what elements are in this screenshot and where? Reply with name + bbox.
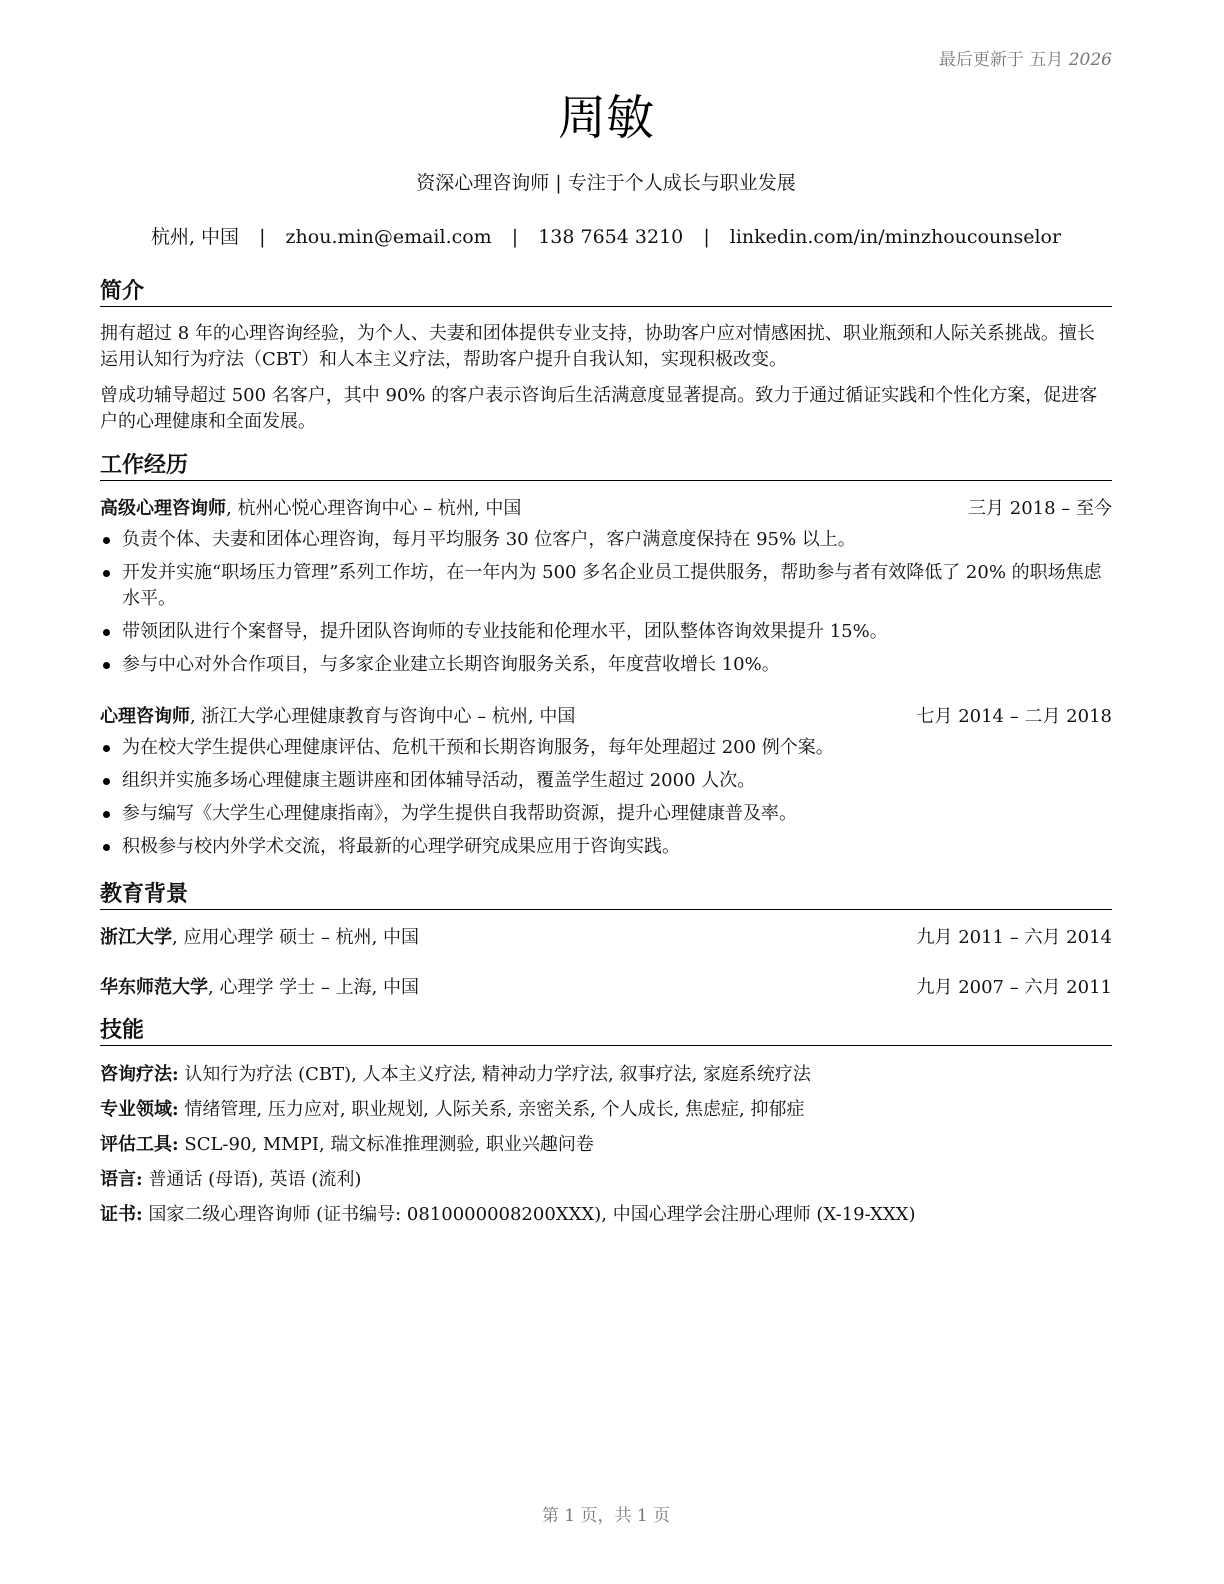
skill-value: 认知行为疗法 (CBT), 人本主义疗法, 精神动力学疗法, 叙事疗法, 家庭系统疗法 — [178, 1064, 811, 1085]
education-detail: , 心理学 学士 – 上海, 中国 — [208, 977, 420, 998]
job-role: 心理咨询师 — [100, 706, 190, 727]
job-org: , 浙江大学心理健康教育与咨询中心 – 杭州, 中国 — [190, 706, 576, 727]
education-item — [100, 925, 1112, 951]
education-school: 华东师范大学 — [100, 977, 208, 998]
job-bullet: 组织并实施多场心理健康主题讲座和团体辅导活动，覆盖学生超过 2000 人次。 — [100, 768, 1112, 794]
job-title-line — [100, 704, 575, 730]
education-dates: 九月 2007 – 六月 2011 — [916, 977, 1112, 998]
education-detail: , 应用心理学 硕士 – 杭州, 中国 — [172, 927, 420, 948]
skill-label: 证书: — [100, 1204, 143, 1225]
job-bullet-list — [100, 735, 1112, 867]
contact-linkedin-link[interactable]: linkedin.com/in/minzhoucounselor — [729, 226, 1062, 248]
summary-paragraph-1: 拥有超过 8 年的心理咨询经验，为个人、夫妻和团体提供专业支持，协助客户应对情感困扰、职业瓶颈和人际关系挑战。擅长运用认知行为疗法（CBT）和人本主义疗法，帮助客户提升自我认知，实现积极改变。 — [100, 323, 1095, 370]
education-item — [100, 975, 1112, 1001]
skill-label: 评估工具: — [100, 1134, 179, 1155]
education-school: 浙江大学 — [100, 927, 172, 948]
job-bullet: 开发并实施“职场压力管理”系列工作坊，在一年内为 500 多名企业员工提供服务，帮助参与者有效降低了 20% 的职场焦虑水平。 — [100, 560, 1112, 612]
section-title-education: 教育背景 — [100, 881, 1112, 910]
job-bullet: 积极参与校内外学术交流，将最新的心理学研究成果应用于咨询实践。 — [100, 834, 1112, 860]
last-updated-month: 五月 — [1029, 50, 1064, 70]
last-updated-prefix: 最后更新于 — [938, 50, 1024, 70]
job-header — [100, 704, 1112, 730]
job-bullet: 负责个体、夫妻和团体心理咨询，每月平均服务 30 位客户，客户满意度保持在 95% 以上。 — [100, 527, 1112, 553]
contact-location: 杭州, 中国 — [150, 226, 240, 248]
job-title-line — [100, 496, 521, 522]
contact-separator: | — [703, 226, 710, 248]
education-title-line — [100, 925, 419, 951]
candidate-headline: 资深心理咨询师 | 专注于个人成长与职业发展 — [416, 172, 796, 194]
job-dates: 七月 2014 – 二月 2018 — [916, 706, 1112, 727]
skill-value: 国家二级心理咨询师 (证书编号: 0810000008200XXX), 中国心理学会注册心理师 (X-19-XXX) — [142, 1204, 916, 1225]
contact-separator: | — [511, 226, 519, 248]
skill-value: 普通话 (母语), 英语 (流利) — [142, 1169, 362, 1190]
section-title-summary: 简介 — [100, 278, 1112, 307]
skill-label: 语言: — [100, 1169, 143, 1190]
section-title-skills: 技能 — [100, 1017, 1112, 1046]
section-title-experience: 工作经历 — [100, 452, 1112, 481]
job-bullet: 参与编写《大学生心理健康指南》，为学生提供自我帮助资源，提升心理健康普及率。 — [100, 801, 1112, 827]
skill-line — [100, 1167, 1112, 1193]
contact-phone: 138 7654 3210 — [538, 226, 684, 248]
contact-line — [100, 224, 1112, 250]
last-updated — [939, 45, 1112, 70]
summary-paragraph-2: 曾成功辅导超过 500 名客户，其中 90% 的客户表示咨询后生活满意度显著提高。致力于通过循证实践和个性化方案，促进客户的心理健康和全面发展。 — [100, 385, 1098, 432]
page-number: 第 1 页，共 1 页 — [541, 1506, 671, 1526]
skill-line — [100, 1132, 1112, 1158]
resume-page — [100, 0, 1112, 1584]
job-bullet-list — [100, 527, 1112, 685]
last-updated-year: 2026 — [1068, 50, 1112, 70]
education-title-line — [100, 975, 419, 1001]
skill-line — [100, 1097, 1112, 1123]
job-org: , 杭州心悦心理咨询中心 – 杭州, 中国 — [226, 498, 522, 519]
skill-label: 咨询疗法: — [100, 1064, 179, 1085]
contact-separator: | — [259, 226, 266, 248]
skill-value: SCL-90, MMPI, 瑞文标准推理测验, 职业兴趣问卷 — [178, 1134, 594, 1155]
job-dates: 三月 2018 – 至今 — [968, 498, 1112, 519]
job-role: 高级心理咨询师 — [100, 498, 226, 519]
contact-email-link[interactable]: zhou.min@email.com — [285, 226, 492, 248]
job-header — [100, 496, 1112, 522]
skill-value: 情绪管理, 压力应对, 职业规划, 人际关系, 亲密关系, 个人成长, 焦虑症, 抑郁症 — [178, 1099, 805, 1120]
candidate-name: 周敏 — [557, 90, 654, 146]
education-dates: 九月 2011 – 六月 2014 — [916, 927, 1112, 948]
skill-line — [100, 1062, 1112, 1088]
job-bullet: 带领团队进行个案督导，提升团队咨询师的专业技能和伦理水平，团队整体咨询效果提升 15%。 — [100, 619, 1112, 645]
job-bullet: 参与中心对外合作项目，与多家企业建立长期咨询服务关系，年度营收增长 10%。 — [100, 652, 1112, 678]
skill-label: 专业领域: — [100, 1099, 179, 1120]
skill-line — [100, 1202, 1112, 1228]
job-bullet: 为在校大学生提供心理健康评估、危机干预和长期咨询服务，每年处理超过 200 例个案。 — [100, 735, 1112, 761]
